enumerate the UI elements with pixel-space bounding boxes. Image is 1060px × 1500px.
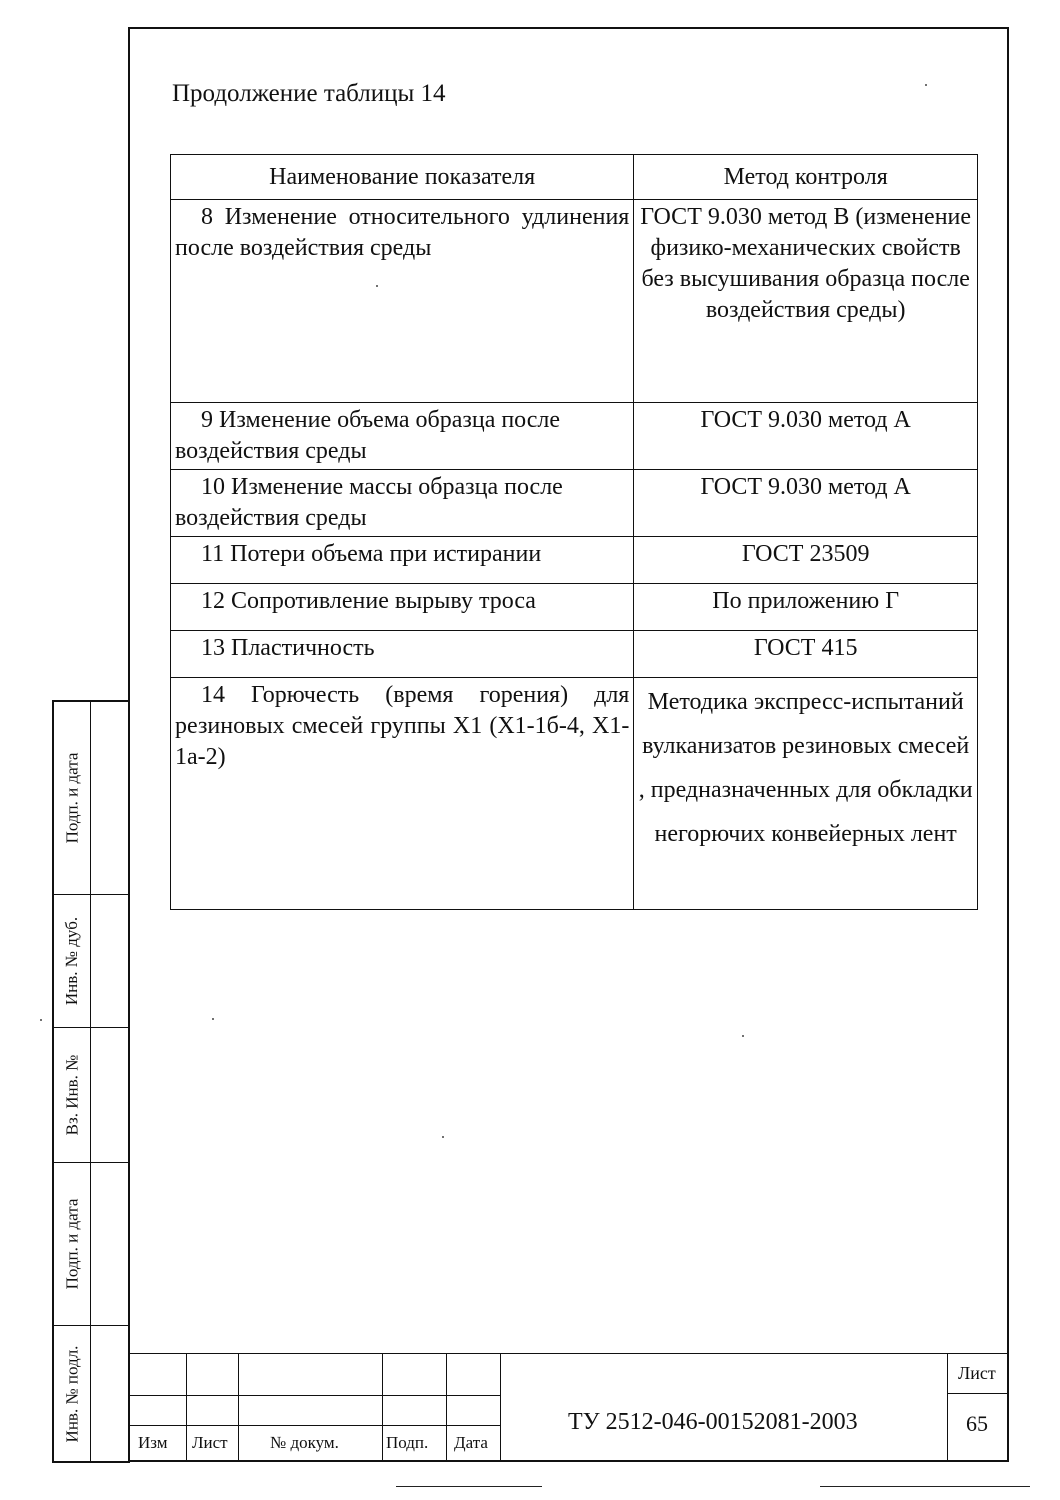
table-row: [171, 470, 978, 537]
title-block: [130, 1353, 1009, 1462]
strip-label-dup-inv: Инв. № дуб.: [62, 916, 82, 1005]
tb-label-doc-no: № докум.: [270, 1433, 339, 1452]
tb-line: [446, 1353, 447, 1462]
scan-speck: [925, 84, 927, 86]
scan-speck: [40, 1019, 42, 1021]
side-stamp-strip: [52, 700, 130, 1463]
header-indicator-name: Наименование показателя: [171, 155, 634, 200]
indicator-name: 9 Изменение объема образца после воздействия среды: [171, 403, 634, 470]
tb-label-date: Дата: [454, 1433, 488, 1452]
indicator-name: 12 Сопротивление вырыву троса: [171, 584, 634, 631]
tb-label-signature: Подп.: [386, 1433, 429, 1452]
indicator-name: 8 Изменение относительного удлинения после воздействия среды: [171, 200, 634, 403]
tb-line: [130, 1353, 1009, 1354]
indicator-name: 11 Потери объема при истирании: [171, 537, 634, 584]
scan-artifact-line: [396, 1486, 542, 1487]
tb-line: [947, 1353, 948, 1462]
strip-label-sign-date: Подп. и дата: [62, 752, 82, 844]
control-method: ГОСТ 9.030 метод В (изменение физико-механических свойств без высушивания образца после воздействия среды): [634, 200, 978, 403]
control-method: По приложению Г: [634, 584, 978, 631]
strip-label-cell: [54, 1027, 90, 1162]
control-method: ГОСТ 415: [634, 631, 978, 678]
indicator-name: 10 Изменение массы образца после воздействия среды: [171, 470, 634, 537]
tb-sheet-label: Лист: [958, 1363, 996, 1383]
table-row: [171, 537, 978, 584]
tb-label-sheet: Лист: [192, 1433, 228, 1452]
strip-label-cell: [54, 1325, 90, 1463]
strip-label-replacement-inv: Вз. Инв. №: [62, 1054, 81, 1135]
table-header-row: [171, 155, 978, 200]
indicator-name: 14 Горючесть (время горения) для резиновых смесей группы Х1 (Х1-1б-4, Х1-1а-2): [171, 678, 634, 910]
scan-speck: [212, 1018, 214, 1020]
strip-label-cell: [54, 894, 90, 1027]
tb-line: [500, 1353, 501, 1462]
table-row: [171, 678, 978, 910]
strip-label-original-inv: Инв. № подл.: [62, 1345, 81, 1443]
scan-speck: [742, 1035, 744, 1037]
strip-divider: [90, 702, 91, 1461]
document-code: ТУ 2512-046-00152081-2003: [568, 1409, 858, 1435]
indicators-table: [170, 154, 978, 910]
strip-label-cell: [54, 702, 90, 894]
table-row: [171, 403, 978, 470]
scan-artifact-line: [820, 1486, 1030, 1487]
strip-label-sign-date-2: Подп. и дата: [62, 1198, 82, 1289]
table-row: [171, 584, 978, 631]
scan-speck: [376, 285, 378, 287]
tb-line: [947, 1393, 1009, 1394]
table-row: [171, 631, 978, 678]
control-method: ГОСТ 23509: [634, 537, 978, 584]
tb-line: [382, 1353, 383, 1462]
indicator-name: 13 Пластичность: [171, 631, 634, 678]
strip-label-cell: [54, 1162, 90, 1325]
sheet-number: 65: [966, 1411, 988, 1436]
scan-speck: [442, 1136, 444, 1138]
header-control-method: Метод контроля: [634, 155, 978, 200]
control-method: ГОСТ 9.030 метод А: [634, 403, 978, 470]
tb-line: [238, 1353, 239, 1462]
control-method: Методика экспресс-испытаний вулканизатов резиновых смесей , предназначенных для обкладки негорючих конвейерных лент: [634, 678, 978, 910]
control-method: ГОСТ 9.030 метод А: [634, 470, 978, 537]
tb-line: [186, 1353, 187, 1462]
table-caption: Продолжение таблицы 14: [172, 80, 446, 107]
table-row: [171, 200, 978, 403]
tb-label-change: Изм: [138, 1433, 168, 1452]
